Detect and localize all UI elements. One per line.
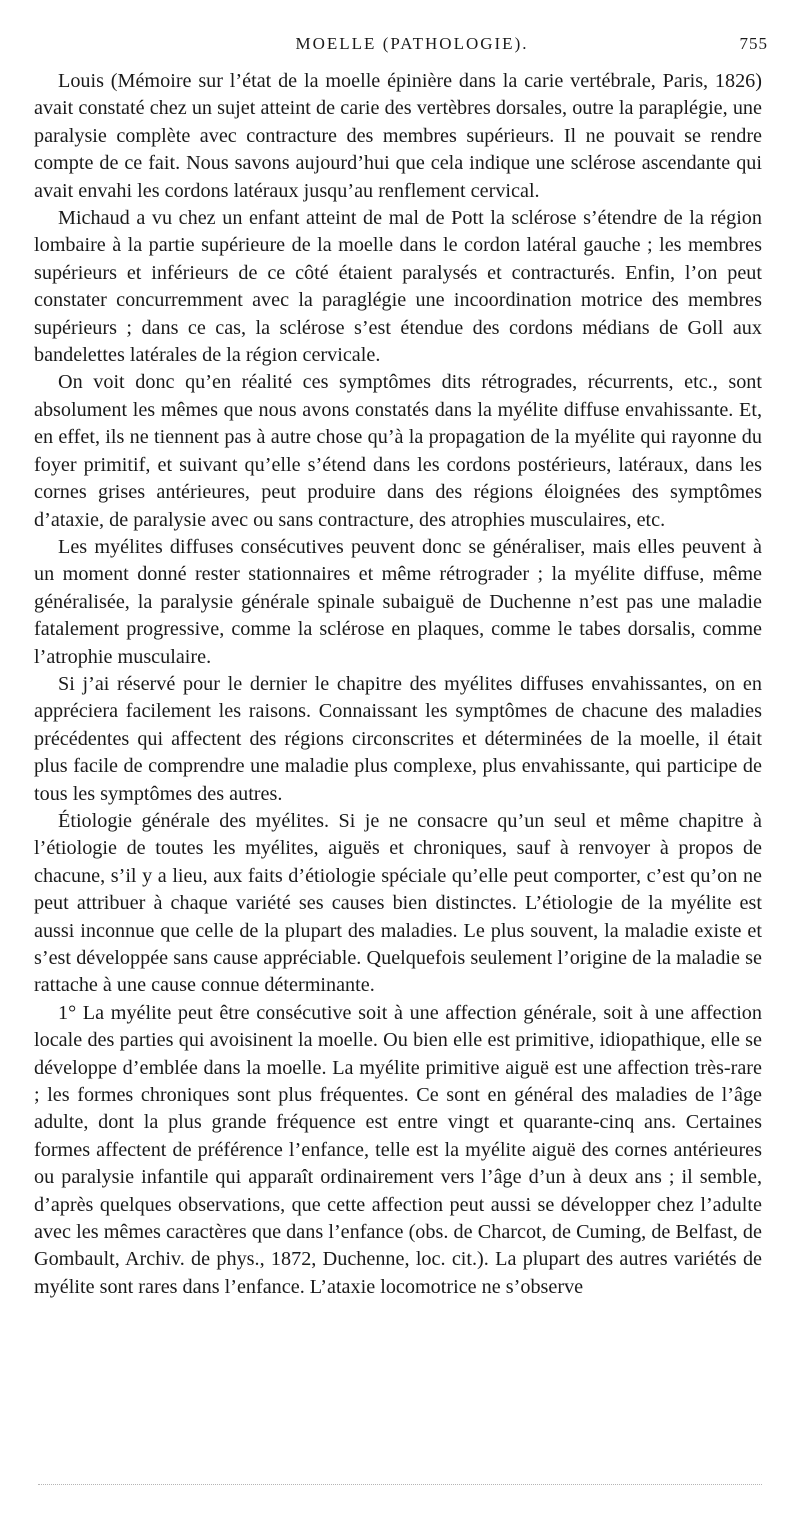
paragraph-louis: Louis (Mémoire sur l’état de la moelle épinière dans la carie vertébrale, Paris, 1826) avait constaté chez un sujet atteint de carie des vertèbres dorsales, outre la paraplégie, une paralysie complète avec contracture des membres supérieurs. Il ne pouvait se rendre compte de ce fait. Nous savons aujourd’hui que cela indique une sclérose ascendante qui avait envahi les cordons latéraux jusqu’au renflement cervical. bbox=[34, 70, 762, 202]
paragraph-chapitre-reserve: Si j’ai réservé pour le dernier le chapitre des myélites diffuses envahissantes, on en appréciera facilement les raisons. Connaissant les symptômes de chacune des maladies précédentes qui affectent des régions circonscrites et déterminées de la moelle, il était plus facile de comprendre une maladie plus complexe, plus envahissante, qui participe de tous les symptômes des autres. bbox=[34, 672, 762, 805]
page-number: 755 bbox=[739, 34, 768, 53]
running-title: MOELLE (PATHOLOGIE). bbox=[295, 34, 529, 53]
paragraph-symptomes-retrogrades: On voit donc qu’en réalité ces symptômes dits rétrogrades, récurrents, etc., sont absolument les mêmes que nous avons constatés dans la myélite diffuse envahissante. Et, en effet, ils ne tiennent pas à autre chose qu’à la propagation de la myélite qui rayonne du foyer primitif, et suivant qu’elle s’étend dans les cordons postérieurs, latéraux, dans les cornes grises antérieures, peut produire dans des régions éloignées des symptômes d’ataxie, de paralysie avec ou sans contracture, des atrophies musculaires, etc. bbox=[34, 371, 762, 531]
running-header bbox=[56, 34, 768, 58]
footer-rule bbox=[38, 1484, 762, 1485]
paragraph-etiologie-generale: Étiologie générale des myélites. Si je ne consacre qu’un seul et même chapitre à l’étiologie de toutes les myélites, aiguës et chroniques, sauf à renvoyer à propos de chacune, s’il y a lieu, aux faits d’étiologie spéciale qu’elle peut comporter, c’est qu’on ne peut attribuer à chaque variété ses causes bien distinctes. L’étiologie de la myélite est aussi inconnue que celle de la plupart des maladies. Le plus souvent, la maladie existe et s’est développée sans cause appréciable. Quelquefois seulement l’origine de la maladie se rattache à une cause connue déterminante. bbox=[34, 809, 762, 997]
paragraph-myelites-diffuses: Les myélites diffuses consécutives peuvent donc se généraliser, mais elles peuvent à un moment donné rester stationnaires et même rétrograder ; la myélite diffuse, même généralisée, la paralysie générale spinale subaiguë de Duchenne n’est pas une maladie fatalement progressive, comme la sclérose en plaques, comme le tabes dorsalis, comme l’atrophie musculaire. bbox=[34, 535, 762, 668]
body-text bbox=[34, 68, 762, 1301]
paragraph-myelite-consecutive: 1° La myélite peut être consécutive soit à une affection générale, soit à une affection locale des parties qui avoisinent la moelle. Ou bien elle est primitive, idiopathique, elle se développe d’emblée dans la moelle. La myélite primitive aiguë est une affection très-rare ; les formes chroniques sont plus fréquentes. Ce sont en général des maladies de l’âge adulte, dont la plus grande fréquence est entre vingt et quarante-cinq ans. Certaines formes affectent de préférence l’enfance, telle est la myélite aiguë des cornes antérieures ou paralysie infantile qui apparaît ordinairement vers l’âge d’un à deux ans ; il semble, d’après quelques observations, que cette affection peut aussi se développer chez l’adulte avec les mêmes caractères que dans l’enfance (obs. de Charcot, de Cuming, de Belfast, de Gombault, Archiv. de phys., 1872, Duchenne, loc. cit.). La plupart des autres variétés de myélite sont rares dans l’enfance. L’ataxie locomotrice ne s’observe bbox=[34, 1001, 762, 1298]
paragraph-michaud: Michaud a vu chez un enfant atteint de mal de Pott la sclérose s’étendre de la région lombaire à la partie supérieure de la moelle dans le cordon latéral gauche ; les membres supérieurs et inférieurs de ce côté étaient paralysés et contracturés. Enfin, l’on peut constater concurremment avec la paraglégie une incoordination motrice des membres supérieurs ; dans ce cas, la sclérose s’est étendue des cordons médians de Goll aux bandelettes latérales de la région cervicale. bbox=[34, 207, 762, 367]
